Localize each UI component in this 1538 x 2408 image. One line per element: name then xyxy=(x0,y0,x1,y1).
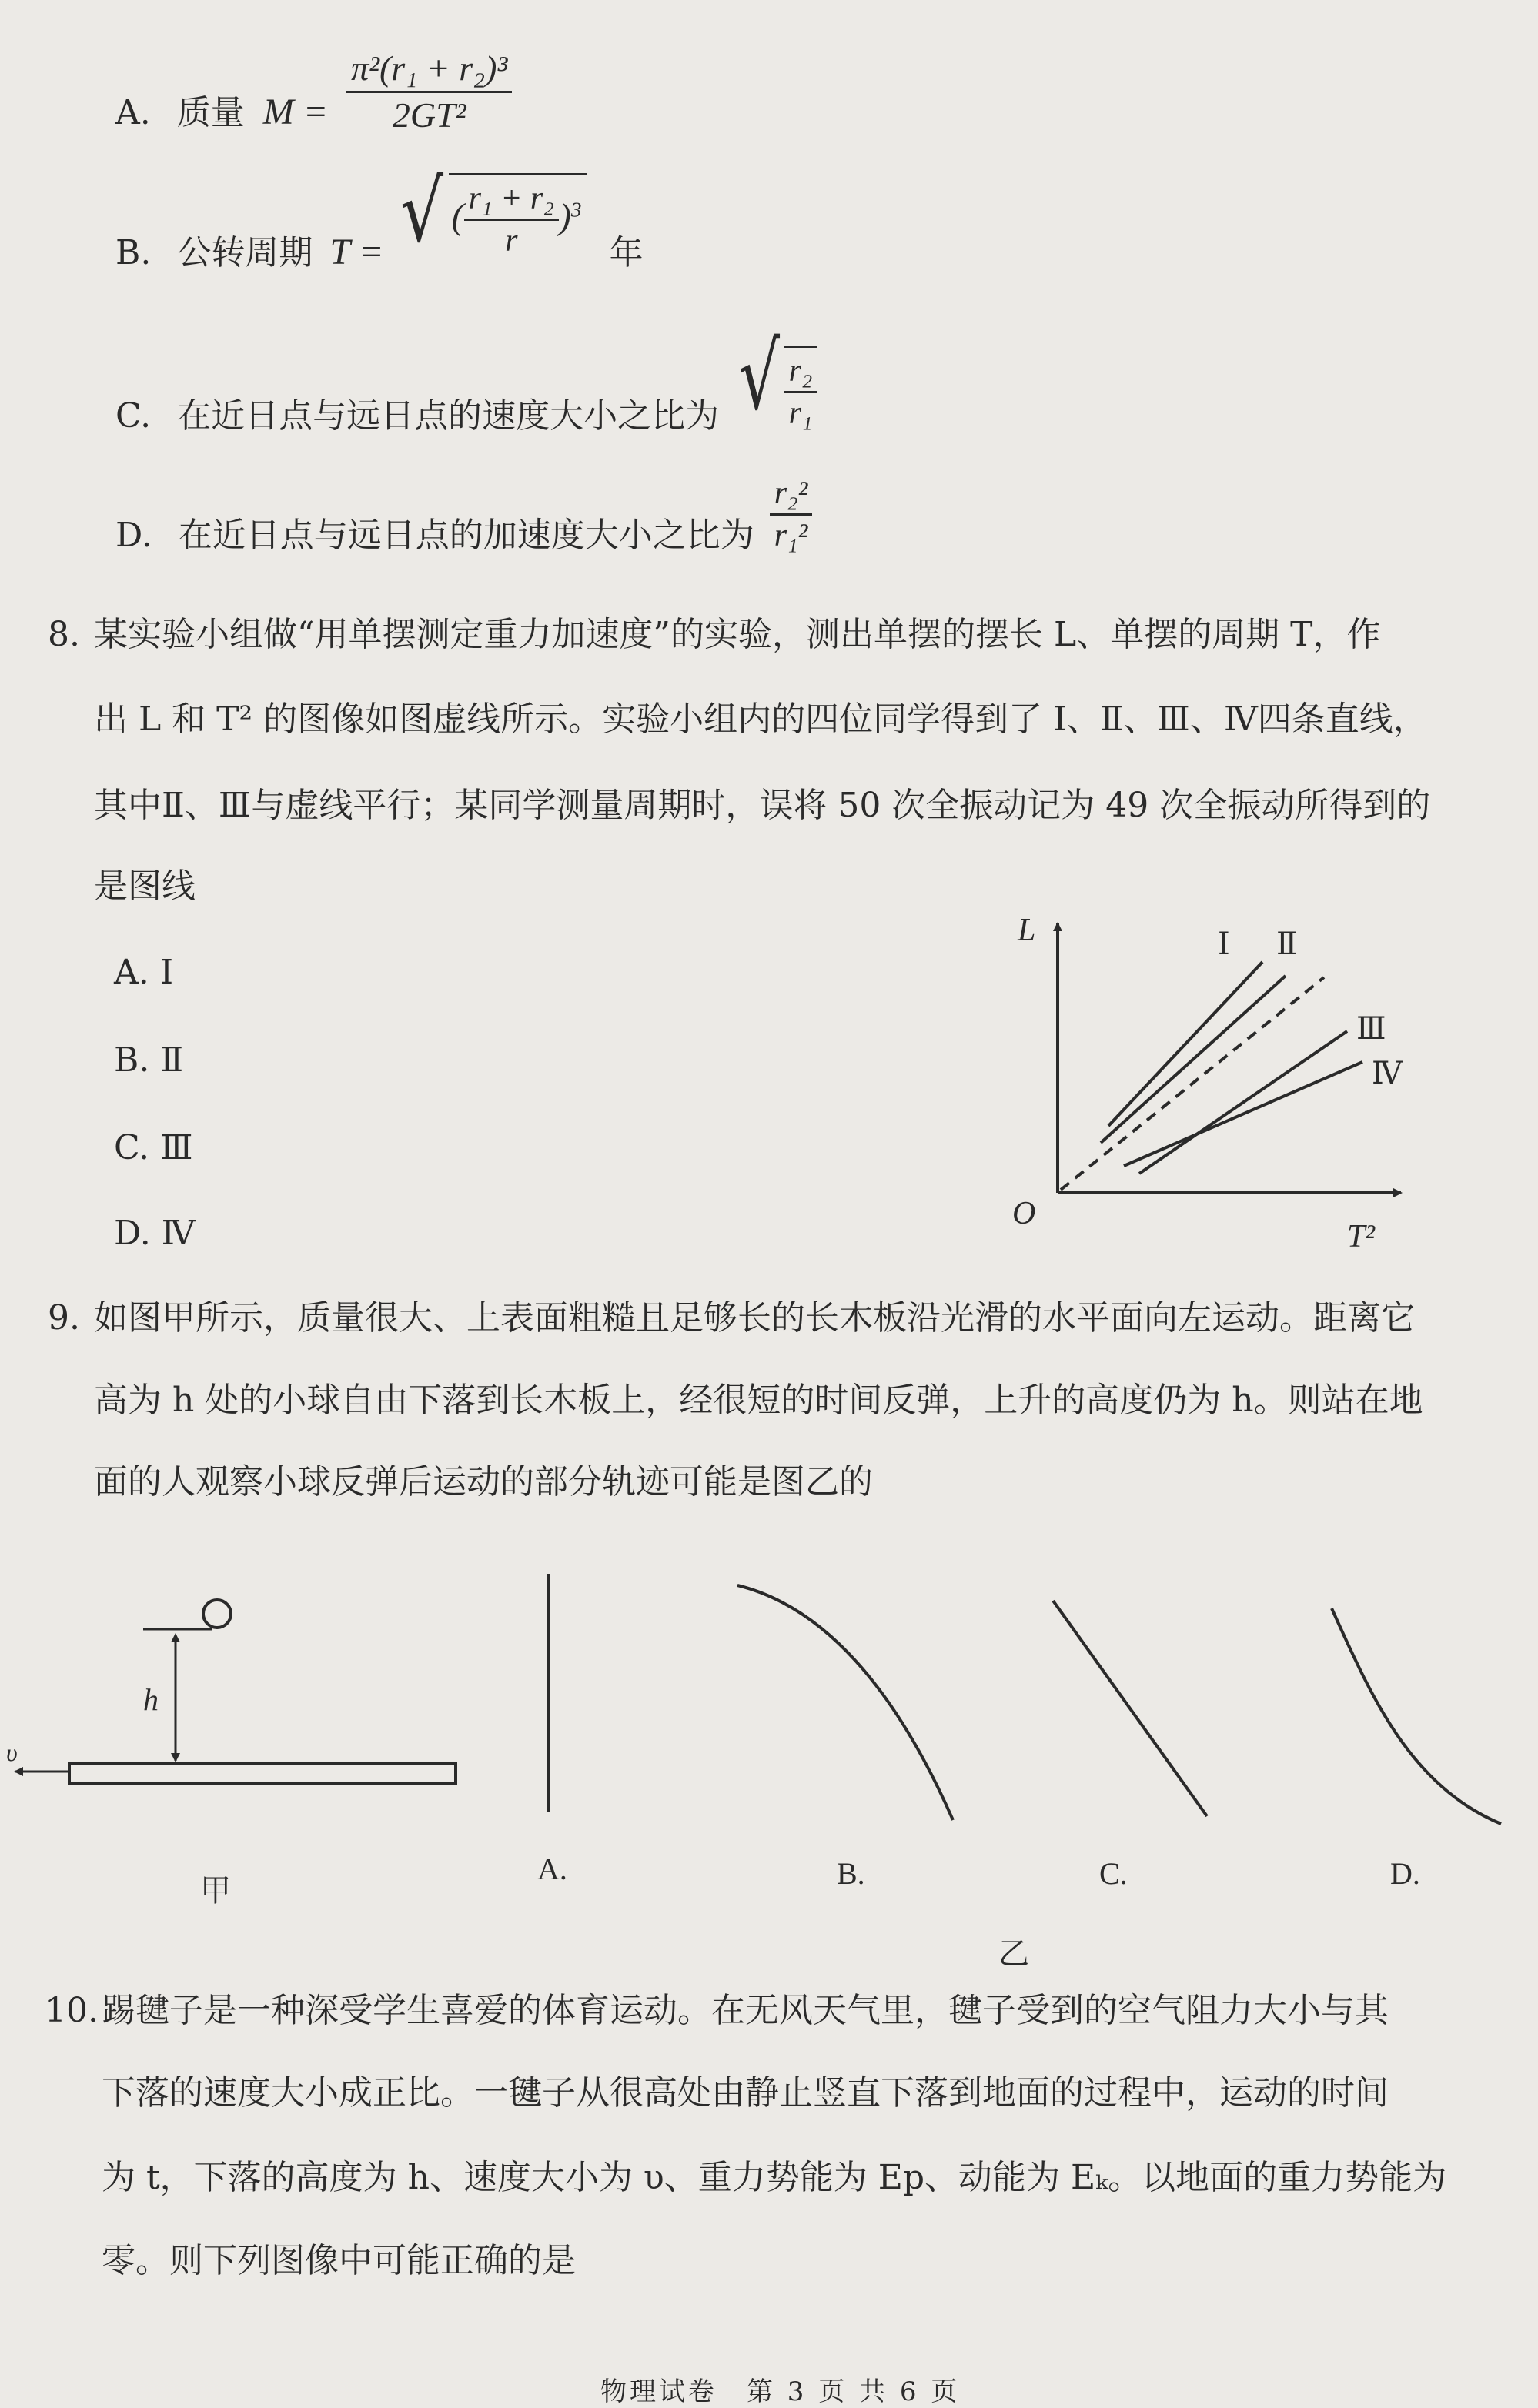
fraction-numerator: π²(r₁ + r₂)³ xyxy=(346,46,512,93)
q8-graph xyxy=(1001,908,1432,1270)
fraction-denominator: r₁² xyxy=(774,518,808,553)
figure-jia-caption: 甲 xyxy=(200,1873,231,1908)
option-label: D. xyxy=(115,516,152,555)
formula-lhs: T = xyxy=(329,232,384,272)
option-label: C. xyxy=(115,396,152,436)
sqrt-sign: √ xyxy=(400,162,443,261)
q9-number: 9. xyxy=(48,1298,80,1338)
sqrt-body: ( $\frac{\text{r₁ + r₂}}{r}$ )$^3$ xyxy=(449,173,588,261)
q8-stem-line-3: 其中Ⅱ、Ⅲ与虚线平行；某同学测量周期时，误将 50 次全振动记为 49 次全振动所得到的 xyxy=(94,786,1431,825)
q10-stem-line-4: 零。则下列图像中可能正确的是 xyxy=(102,2241,576,2280)
option-b-label: B. xyxy=(837,1856,865,1891)
q9-stem-line-3: 面的人观察小球反弹后运动的部分轨迹可能是图乙的 xyxy=(94,1462,873,1501)
option-text: 在近日点与远日点的速度大小之比为 xyxy=(177,396,720,436)
q9-figure xyxy=(0,1562,1538,1978)
q10-stem-line-1: 踢毽子是一种深受学生喜爱的体育运动。在无风天气里，毽子受到的空气阻力大小与其 xyxy=(102,1991,1389,2030)
velocity-label: υ xyxy=(6,1738,18,1766)
line-I-label: Ⅰ xyxy=(1218,927,1230,961)
q7-option-b xyxy=(115,162,643,277)
q9-stem-line-1: 如图甲所示，质量很大、上表面粗糙且足够长的长木板沿光滑的水平面向左运动。距离它 xyxy=(94,1298,1415,1338)
q7-option-d xyxy=(115,473,812,589)
fraction-numerator: r₂ xyxy=(784,351,817,393)
line-IV xyxy=(1124,1062,1362,1166)
option-label: A. xyxy=(115,93,151,132)
option-a-label: A. xyxy=(537,1852,567,1886)
line-III xyxy=(1139,1031,1347,1174)
option-c-label: C. xyxy=(1099,1856,1128,1891)
q8-stem-line-1: 某实验小组做“用单摆测定重力加速度”的实验，测出单摆的摆长 L、单摆的周期 T，作 xyxy=(94,615,1381,654)
acceleration-ratio-fraction xyxy=(770,473,813,556)
figure-yi xyxy=(537,1574,1501,1971)
period-fraction xyxy=(464,179,559,261)
q7-option-a xyxy=(115,46,512,146)
figure-jia xyxy=(6,1600,456,1908)
q9-stem-line-2: 高为 h 处的小球自由下落到长木板上，经很短的时间反弹，上升的高度仍为 h。则站在地 xyxy=(94,1381,1423,1420)
ball xyxy=(203,1600,231,1628)
option-label: B. xyxy=(115,233,152,272)
height-label: h xyxy=(143,1682,159,1717)
q10-number: 10. xyxy=(45,1991,99,2030)
q8-option-c: C. Ⅲ xyxy=(114,1128,193,1167)
trajectory-b xyxy=(737,1585,953,1820)
fraction-denominator: 2GT² xyxy=(392,95,466,135)
speed-ratio-fraction xyxy=(784,346,817,433)
q10-stem-line-3: 为 t，下落的高度为 h、速度大小为 υ、重力势能为 Ep、动能为 Eₖ。以地面的重力势能为 xyxy=(102,2158,1447,2197)
page-footer: 物理试卷 第 3 页 共 6 页 xyxy=(600,2376,961,2407)
trajectory-c xyxy=(1053,1601,1207,1816)
origin-label: O xyxy=(1012,1196,1036,1231)
sqrt-sign: √ xyxy=(738,324,781,431)
fraction-denominator: r xyxy=(505,223,518,259)
option-text: 公转周期 xyxy=(177,233,313,272)
line-II-label: Ⅱ xyxy=(1276,927,1298,961)
q8-option-a: A. Ⅰ xyxy=(114,953,174,992)
fraction-numerator: r₂² xyxy=(770,473,813,516)
option-d-label: D. xyxy=(1390,1856,1420,1891)
option-text: 在近日点与远日点的加速度大小之比为 xyxy=(178,516,754,555)
unit-year: 年 xyxy=(609,233,644,272)
line-III-label: Ⅲ xyxy=(1356,1011,1386,1046)
q10-stem-line-2: 下落的速度大小成正比。一毽子从很高处由静止竖直下落到地面的过程中，运动的时间 xyxy=(102,2073,1389,2112)
wooden-board xyxy=(69,1764,456,1784)
fraction-numerator: r₁ + r₂ xyxy=(464,179,559,221)
figure-yi-caption: 乙 xyxy=(998,1936,1029,1971)
exponent: 3 xyxy=(570,198,582,222)
line-II xyxy=(1101,976,1286,1143)
line-IV-label: Ⅳ xyxy=(1372,1056,1403,1090)
option-text: 质量 xyxy=(176,93,245,132)
formula-lhs: M = xyxy=(262,92,329,132)
q7-option-c xyxy=(115,324,833,443)
q8-stem-line-4: 是图线 xyxy=(94,867,196,906)
q8-option-b: B. Ⅱ xyxy=(114,1040,184,1080)
mass-fraction xyxy=(346,46,512,138)
trajectory-d xyxy=(1332,1608,1501,1824)
q8-number: 8. xyxy=(48,615,80,654)
fraction-denominator: r₁ xyxy=(788,395,813,431)
x-axis-label: T² xyxy=(1347,1219,1375,1254)
y-axis-label: L xyxy=(1018,913,1036,948)
q8-option-d: D. Ⅳ xyxy=(114,1214,196,1253)
dashed-reference-line xyxy=(1061,977,1324,1190)
q8-stem-line-2: 出 L 和 T² 的图像如图虚线所示。实验小组内的四位同学得到了 Ⅰ、Ⅱ、Ⅲ、Ⅳ四条直线， xyxy=(94,700,1427,739)
